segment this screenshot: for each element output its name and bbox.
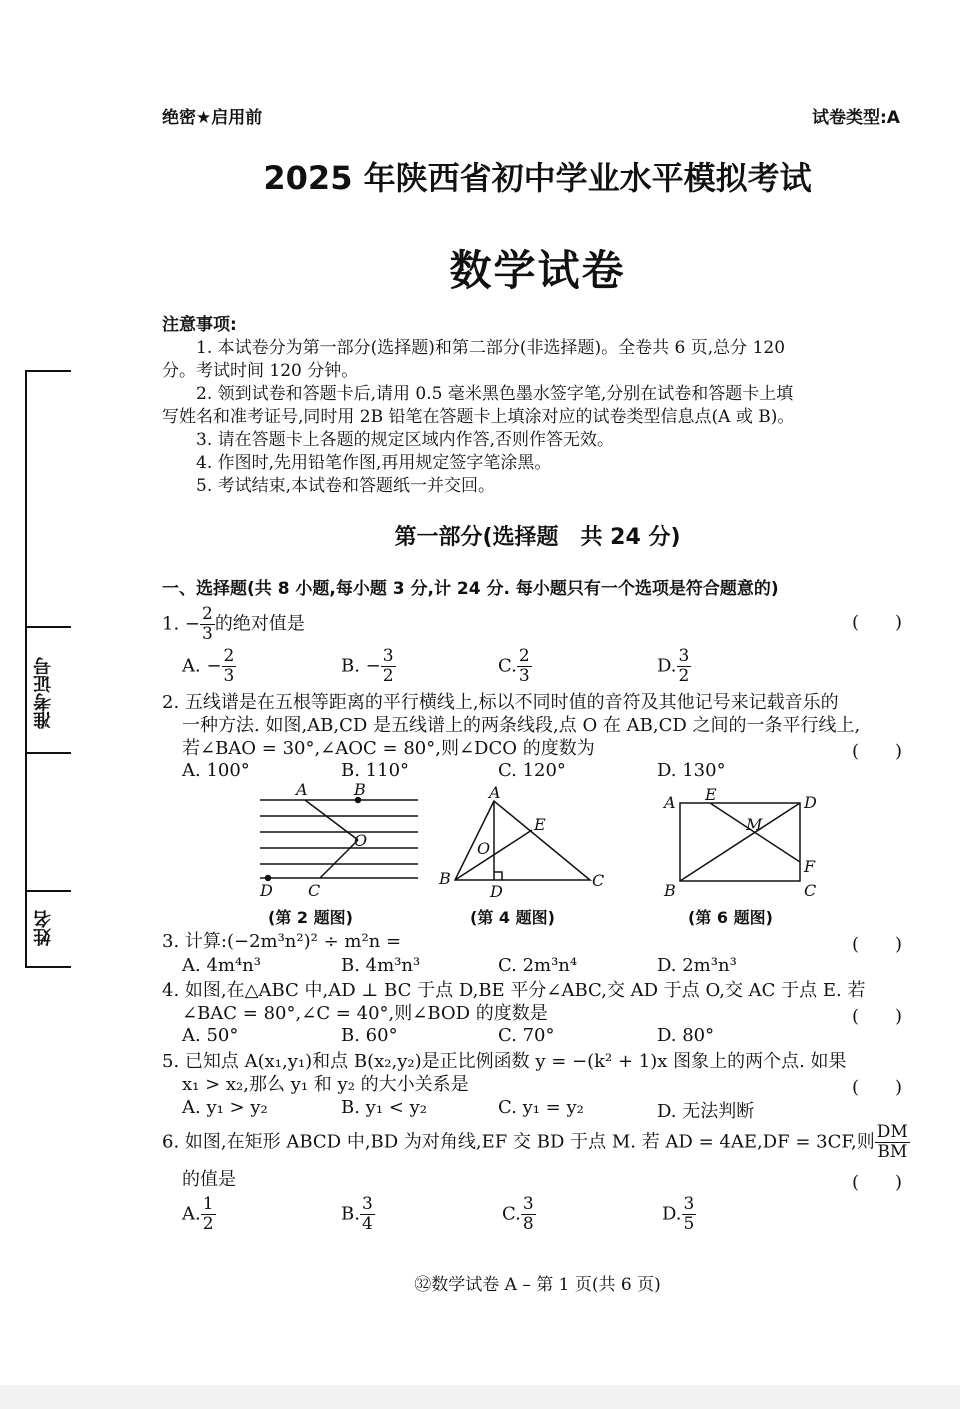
q1-fraction: $\frac{2}{3}$	[201, 604, 213, 644]
q3-option-c: C. 2m³n⁴	[498, 955, 578, 976]
q3-option-b: B. 4m³n³	[341, 955, 421, 976]
q4-option-c: C. 70°	[498, 1025, 555, 1046]
paper-type-label: 试卷类型:A	[812, 108, 900, 128]
exam-title: 2025 年陕西省初中学业水平模拟考试	[263, 159, 812, 197]
f6-label-a: A	[664, 793, 676, 812]
q2-option-c: C. 120°	[498, 760, 566, 781]
q5-option-b: B. y₁ < y₂	[341, 1097, 427, 1118]
figure-6	[680, 803, 800, 881]
q6-option-c: C. $\frac{3}{8}$	[502, 1194, 534, 1234]
note-2b: 写姓名和准考证号,同时用 2B 铅笔在答题卡上填涂对应的试卷类型信息点(A 或 B)。	[162, 407, 795, 427]
f4-label-e: E	[534, 815, 546, 834]
caption-fig2: (第 2 题图)	[268, 908, 353, 927]
question-2: 2. 五线谱是在五根等距离的平行横线上,标以不同时值的音符及其他记号来记载音乐的 一种方法. 如图,AB,CD 是五线谱上的两条线段,点 O 在 AB,CD 之间的一条平行线上, 若∠BAO = 30°,∠AOC = 80°,则∠DCO 的度数为	[162, 692, 861, 759]
note-1b: 分。考试时间 120 分钟。	[162, 361, 359, 381]
caption-fig6: (第 6 题图)	[688, 908, 773, 927]
bottom-bar	[0, 1385, 960, 1409]
question-4: 4. 如图,在△ABC 中,AD ⊥ BC 于点 D,BE 平分∠ABC,交 AD 于点 O,交 AC 于点 E. 若 ∠BAC = 80°,∠C = 40°,则∠BOD 的度数是	[162, 980, 866, 1024]
q4-answer-paren: ( )	[852, 1006, 903, 1027]
f6-label-e: E	[705, 785, 717, 804]
q5-option-d: D. 无法判断	[657, 1101, 755, 1122]
f6-label-m: M	[746, 815, 763, 834]
q5-option-a: A. y₁ > y₂	[182, 1097, 268, 1118]
f4-label-o: O	[477, 839, 491, 858]
exam-number-label: 准考证号	[33, 657, 54, 729]
q1-option-a: A. − $\frac{2}{3}$	[182, 646, 235, 686]
q1-answer-paren: ( )	[852, 612, 903, 633]
f2-label-d: D	[260, 881, 273, 900]
q3-option-a: A. 4m⁴n³	[182, 955, 261, 976]
question-6: 6. 如图,在矩形 ABCD 中,BD 为对角线,EF 交 BD 于点 M. 若 AD = 4AE,DF = 3CF,则 $\frac{DM}{BM}$	[162, 1122, 908, 1162]
question-5: 5. 已知点 A(x₁,y₁)和点 B(x₂,y₂)是正比例函数 y = −(k² + 1)x 图象上的两个点. 如果 x₁ > x₂,那么 y₁ 和 y₂ 的大小关系是	[162, 1051, 847, 1095]
q1-text: 的绝对值是	[214, 613, 305, 635]
q6-answer-paren: ( )	[852, 1172, 903, 1193]
figure-2	[260, 798, 418, 881]
name-label: 姓名	[33, 910, 54, 946]
question-3: 3. 计算:(−2m³n²)² ÷ m²n =	[162, 931, 402, 952]
q6-option-a: A. $\frac{1}{2}$	[182, 1194, 214, 1234]
f2-label-b: B	[354, 780, 366, 799]
f6-label-d: D	[804, 793, 817, 812]
paper-subtitle: 数学试卷	[449, 246, 626, 295]
f6-label-f: F	[804, 857, 816, 876]
f4-label-d: D	[490, 882, 503, 901]
note-2a: 2. 领到试卷和答题卡后,请用 0.5 毫米黑色墨水签字笔,分别在试卷和答题卡上填	[196, 384, 794, 404]
q2-option-a: A. 100°	[182, 760, 250, 781]
q1-option-b: B. − $\frac{3}{2}$	[341, 646, 394, 686]
binding-margin	[25, 370, 71, 968]
confidential-label: 绝密★启用前	[162, 108, 263, 128]
notes-heading: 注意事项:	[162, 315, 237, 335]
q4-option-a: A. 50°	[182, 1025, 239, 1046]
f4-label-c: C	[592, 871, 605, 890]
q2-option-d: D. 130°	[657, 760, 726, 781]
q4-option-b: B. 60°	[341, 1025, 398, 1046]
q3-answer-paren: ( )	[852, 934, 903, 955]
q6-fraction: $\frac{DM}{BM}$	[876, 1122, 908, 1162]
q1-option-c: C. $\frac{2}{3}$	[498, 646, 530, 686]
f2-label-o: O	[354, 831, 368, 850]
note-4: 4. 作图时,先用铅笔作图,再用规定签字笔涂黑。	[196, 453, 552, 473]
f6-label-b: B	[664, 881, 676, 900]
f4-label-a: A	[489, 783, 501, 802]
q4-option-d: D. 80°	[657, 1025, 715, 1046]
q6-option-d: D. $\frac{3}{5}$	[662, 1194, 695, 1234]
q1-option-d: D. $\frac{3}{2}$	[657, 646, 690, 686]
figure-4	[455, 801, 590, 880]
note-1a: 1. 本试卷分为第一部分(选择题)和第二部分(非选择题)。全卷共 6 页,总分 120	[196, 338, 786, 358]
q2-answer-paren: ( )	[852, 741, 903, 762]
q5-option-c: C. y₁ = y₂	[498, 1097, 584, 1118]
q6-text-2: 的值是	[182, 1169, 236, 1190]
f4-label-b: B	[439, 869, 451, 888]
part1-heading: 第一部分(选择题 共 24 分)	[394, 525, 681, 550]
note-3: 3. 请在答题卡上各题的规定区域内作答,否则作答无效。	[196, 430, 615, 450]
q5-answer-paren: ( )	[852, 1077, 903, 1098]
q3-option-d: D. 2m³n³	[657, 955, 737, 976]
f6-label-c: C	[804, 881, 817, 900]
note-5: 5. 考试结束,本试卷和答题纸一并交回。	[196, 476, 496, 496]
f2-label-c: C	[308, 881, 321, 900]
section1-heading: 一、选择题(共 8 小题,每小题 3 分,计 24 分. 每小题只有一个选项是符合题意的)	[162, 579, 779, 599]
q2-option-b: B. 110°	[341, 760, 410, 781]
page-footer: ㉜数学试卷 A – 第 1 页(共 6 页)	[414, 1275, 661, 1295]
q1-num: 1. −	[162, 613, 200, 635]
q6-option-b: B. $\frac{3}{4}$	[341, 1194, 373, 1234]
caption-fig4: (第 4 题图)	[470, 908, 555, 927]
f2-label-a: A	[296, 780, 308, 799]
